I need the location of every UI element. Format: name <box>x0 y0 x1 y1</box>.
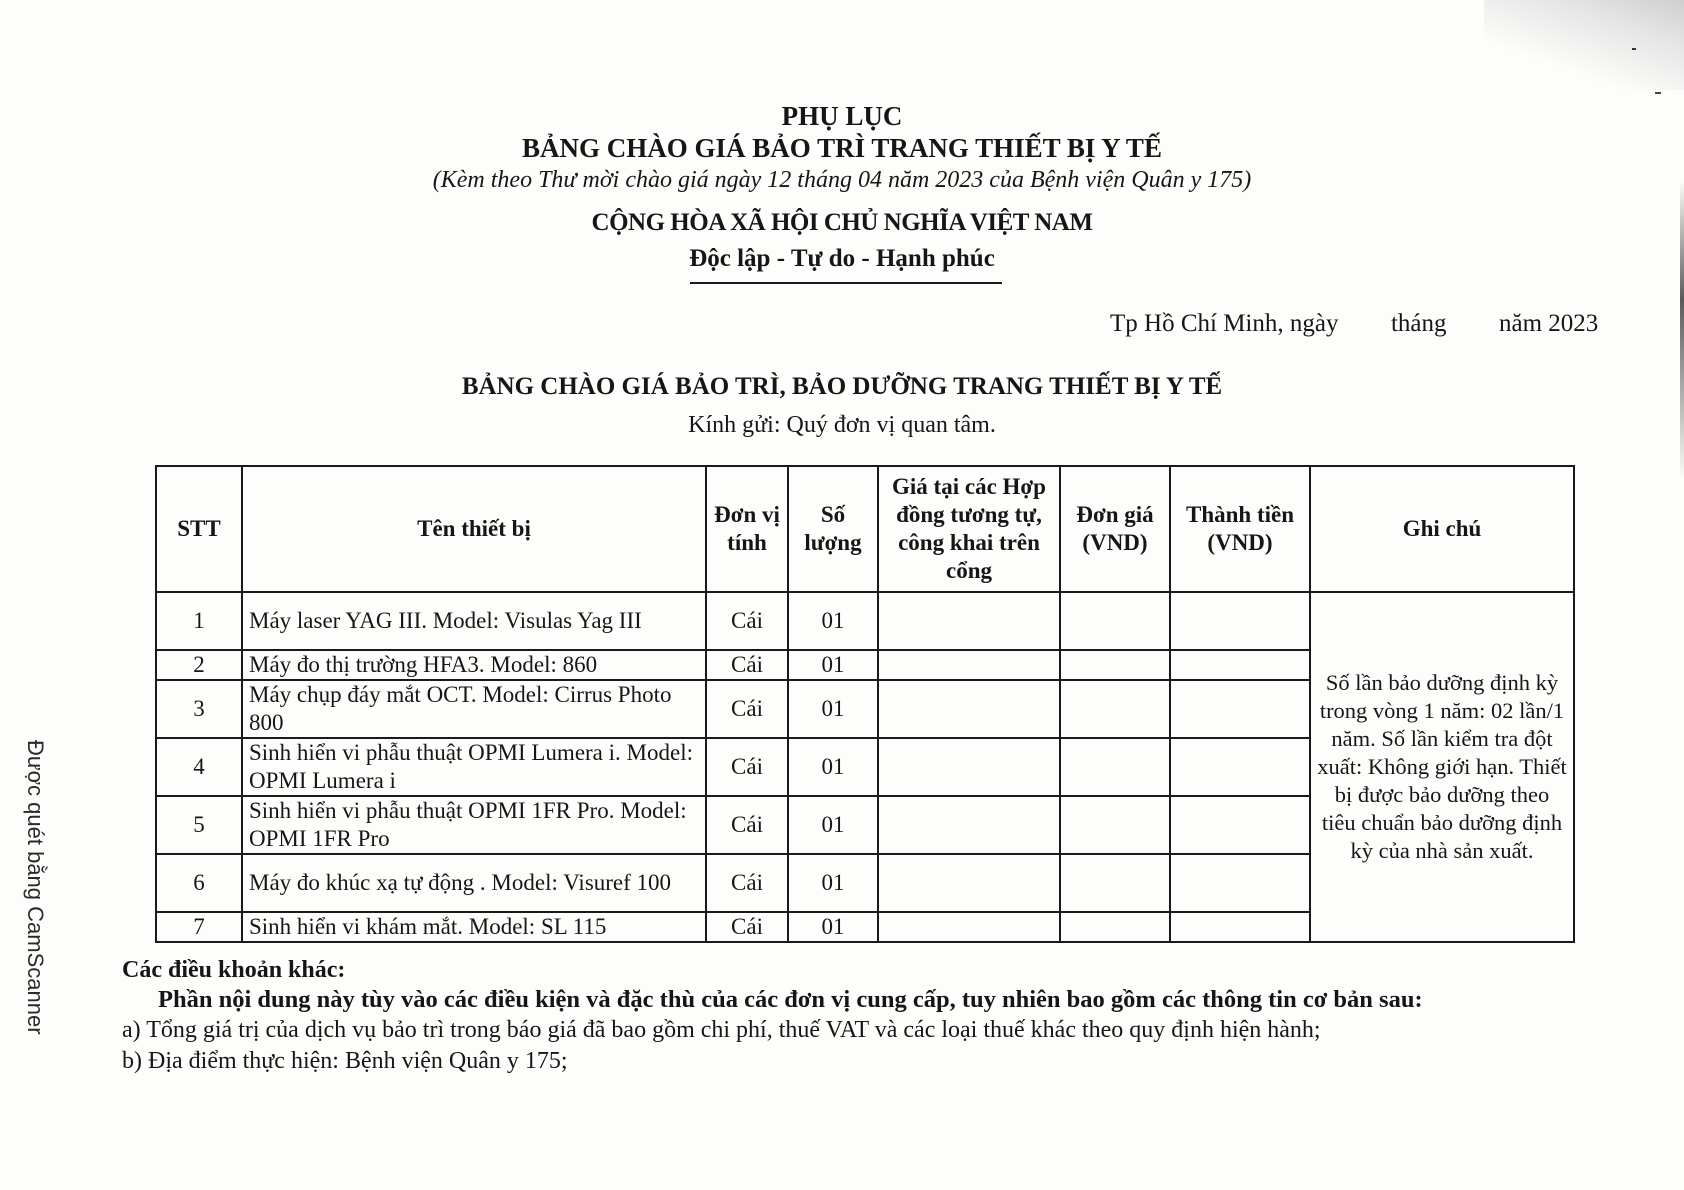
annex-title-text: PHỤ LỤC <box>781 101 903 131</box>
cell-unit-price <box>1060 854 1170 912</box>
annex-subtitle-text: BẢNG CHÀO GIÁ BẢO TRÌ TRANG THIẾT BỊ Y TẾ <box>522 133 1162 163</box>
nation-text: CỘNG HÒA XÃ HỘI CHỦ NGHĨA VIỆT NAM <box>591 209 1093 236</box>
cell-unit: Cái <box>706 738 788 796</box>
cell-total <box>1170 592 1310 650</box>
cell-name: Máy chụp đáy mắt OCT. Model: Cirrus Photo 800 <box>242 680 706 738</box>
cell-total <box>1170 680 1310 738</box>
cell-contract-price <box>878 592 1060 650</box>
cell-stt: 3 <box>156 680 242 738</box>
header-qty: Số lượng <box>788 466 878 592</box>
scan-shadow <box>1484 0 1684 90</box>
cell-contract-price <box>878 796 1060 854</box>
annex-note <box>0 165 1684 195</box>
terms-intro: Phần nội dung này tùy vào các điều kiện và đặc thù của các đơn vị cung cấp, tuy nhiên bao gồm các thông tin cơ bản sau: <box>158 986 1423 1013</box>
cell-contract-price <box>878 854 1060 912</box>
scan-speck <box>1632 48 1636 50</box>
cell-qty: 01 <box>788 650 878 680</box>
nation-heading <box>0 208 1684 238</box>
table-row <box>156 592 1574 650</box>
cell-stt: 2 <box>156 650 242 680</box>
main-title <box>0 372 1684 402</box>
cell-contract-price <box>878 650 1060 680</box>
dateline <box>1110 310 1598 338</box>
cell-contract-price <box>878 680 1060 738</box>
cell-unit: Cái <box>706 592 788 650</box>
cell-total <box>1170 738 1310 796</box>
cell-contract-price <box>878 912 1060 942</box>
cell-qty: 01 <box>788 854 878 912</box>
terms-heading: Các điều khoản khác: <box>122 957 346 983</box>
annex-title <box>0 100 1684 132</box>
cell-unit-price <box>1060 912 1170 942</box>
dateline-place-day: Tp Hồ Chí Minh, ngày <box>1110 310 1339 337</box>
cell-qty: 01 <box>788 796 878 854</box>
scan-speck <box>1655 92 1661 94</box>
cell-contract-price <box>878 738 1060 796</box>
header-contract-price: Giá tại các Hợp đồng tương tự, công khai trên cổng <box>878 466 1060 592</box>
cell-total <box>1170 912 1310 942</box>
cell-name: Sinh hiển vi phẫu thuật OPMI 1FR Pro. Model: OPMI 1FR Pro <box>242 796 706 854</box>
cell-qty: 01 <box>788 738 878 796</box>
cell-name: Máy đo thị trường HFA3. Model: 860 <box>242 650 706 680</box>
header-stt: STT <box>156 466 242 592</box>
cell-unit: Cái <box>706 650 788 680</box>
cell-stt: 7 <box>156 912 242 942</box>
cell-unit-price <box>1060 592 1170 650</box>
annex-note-text: (Kèm theo Thư mời chào giá ngày 12 tháng 04 năm 2023 của Bệnh viện Quân y 175) <box>432 167 1252 193</box>
cell-name: Máy laser YAG III. Model: Visulas Yag III <box>242 592 706 650</box>
dateline-year: năm 2023 <box>1499 310 1599 337</box>
price-table <box>155 465 1575 943</box>
cell-unit: Cái <box>706 854 788 912</box>
terms-item-a: a) Tổng giá trị của dịch vụ bảo trì trong báo giá đã bao gồm chi phí, thuế VAT và các loại thuế khác theo quy định hiện hành; <box>122 1017 1321 1043</box>
cell-unit: Cái <box>706 912 788 942</box>
cell-total <box>1170 796 1310 854</box>
dateline-month: tháng <box>1390 310 1447 337</box>
cell-unit: Cái <box>706 796 788 854</box>
motto-underline <box>690 282 1002 284</box>
cell-name: Máy đo khúc xạ tự động . Model: Visuref 100 <box>242 854 706 912</box>
cell-name: Sinh hiển vi khám mắt. Model: SL 115 <box>242 912 706 942</box>
cell-qty: 01 <box>788 912 878 942</box>
motto-text: Độc lập - Tự do - Hạnh phúc <box>689 245 995 272</box>
main-title-text: BẢNG CHÀO GIÁ BẢO TRÌ, BẢO DƯỠNG TRANG THIẾT BỊ Y TẾ <box>461 373 1223 400</box>
cell-stt: 4 <box>156 738 242 796</box>
header-total: Thành tiền (VND) <box>1170 466 1310 592</box>
motto <box>0 244 1684 274</box>
cell-unit: Cái <box>706 680 788 738</box>
cell-total <box>1170 650 1310 680</box>
cell-stt: 5 <box>156 796 242 854</box>
header-name: Tên thiết bị <box>242 466 706 592</box>
cell-unit-price <box>1060 738 1170 796</box>
cell-name: Sinh hiển vi phẫu thuật OPMI Lumera i. Model: OPMI Lumera i <box>242 738 706 796</box>
cell-note-merged: Số lần bảo dưỡng định kỳ trong vòng 1 năm: 02 lần/1 năm. Số lần kiểm tra đột xuất: Không giới hạn. Thiết bị được bảo dưỡng theo tiêu chuẩn bảo dưỡng định kỳ của nhà sản xuất. <box>1310 592 1574 942</box>
cell-total <box>1170 854 1310 912</box>
cell-stt: 1 <box>156 592 242 650</box>
cell-unit-price <box>1060 680 1170 738</box>
header-note: Ghi chú <box>1310 466 1574 592</box>
header-unit: Đơn vị tính <box>706 466 788 592</box>
table-header-row <box>156 466 1574 592</box>
cell-qty: 01 <box>788 680 878 738</box>
cell-stt: 6 <box>156 854 242 912</box>
cell-qty: 01 <box>788 592 878 650</box>
cell-unit-price <box>1060 650 1170 680</box>
greeting-text: Kính gửi: Quý đơn vị quan tâm. <box>688 412 996 438</box>
terms-item-b: b) Địa điểm thực hiện: Bệnh viện Quân y 175; <box>122 1048 568 1074</box>
cell-unit-price <box>1060 796 1170 854</box>
greeting <box>0 410 1684 440</box>
annex-subtitle <box>0 132 1684 164</box>
header-unit-price: Đơn giá (VND) <box>1060 466 1170 592</box>
watermark-text: Được quét bằng CamScanner <box>23 740 48 1035</box>
